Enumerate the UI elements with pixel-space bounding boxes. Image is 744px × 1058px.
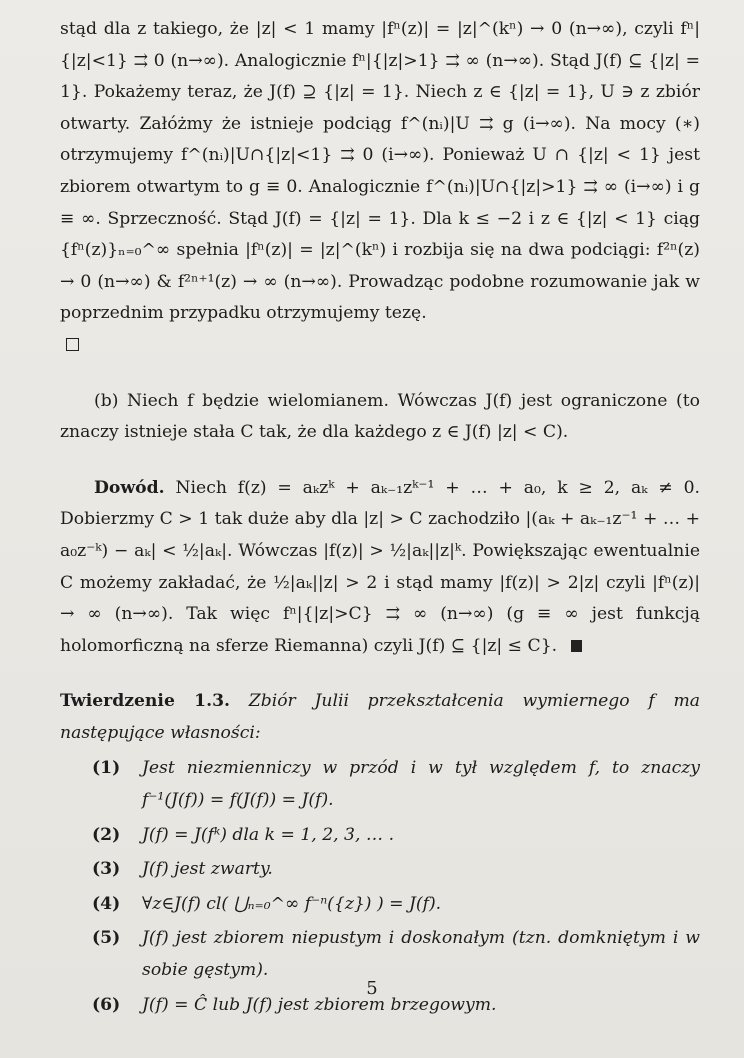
theorem-paragraph [60,686,700,749]
list-item-number: (2) [92,824,121,845]
theorem-text: Zbiór Julii przekształcenia wymiernego f ma następujące własności: [60,691,701,743]
proof-paragraph [60,473,700,663]
list-item-number: (4) [92,893,121,914]
list-item-text: Jest niezmienniczy w przód i w tył względem f, to znaczy f⁻¹(J(f)) = f(J(f)) = J(f). [142,758,700,811]
claim-b-paragraph: (b) Niech f będzie wielomianem. Wówczas J(f) jest ograniczone (to znaczy istnieje stała C tak, że dla każdego z ∈ J(f) |z| < C). [60,390,700,443]
list-item-number: (6) [92,994,121,1015]
page-content [60,14,700,1024]
list-item-text: ∀z∈J(f) cl( ⋃ₙ₌₀^∞ f⁻ⁿ({z}) ) = J(f). [142,893,442,914]
list-item-text: J(f) jest zbiorem niepustym i doskonałym (tzn. domkniętym i w sobie gęstym). [142,928,700,981]
list-item [60,854,700,886]
theorem-label: Twierdzenie 1.3. [60,691,231,712]
list-item-number: (1) [92,758,121,779]
list-item-number: (3) [92,859,121,880]
qed-filled-icon [571,640,582,652]
list-item [60,753,700,816]
list-item-number: (5) [92,928,121,949]
proof-label: Dowód. [94,477,165,498]
list-item-text: J(f) = J(fᵏ) dla k = 1, 2, 3, … . [142,824,395,845]
list-item-text: J(f) = Ĉ lub J(f) jest zbiorem brzegowym. [142,994,497,1015]
list-item [60,889,700,921]
qed-square-icon [66,338,79,351]
list-item-text: J(f) jest zwarty. [142,859,273,880]
page-number: 5 [366,978,378,999]
proof-text: Niech f(z) = aₖzᵏ + aₖ₋₁zᵏ⁻¹ + … + a₀, k ≥ 2, aₖ ≠ 0. Dobierzmy C > 1 tak duże aby dla |z| > C zachodziło |(aₖ + aₖ₋₁z⁻¹ + … + a₀z⁻ᵏ) − aₖ| < ½|aₖ|. Wówczas |f(z)| > ½|aₖ||z|ᵏ. Powiększając ewentualnie C możemy zakładać, że ½|aₖ||z| > 2 i stąd mamy |f(z)| > 2|z| czyli |fⁿ(z)| → ∞ (n→∞). Tak więc fⁿ|{|z|>C} ⇉ ∞ (n→∞) (g ≡ ∞ jest funkcją holomorficzną na sferze Riemanna) czyli J(f) ⊆ {|z| ≤ C}. [60,477,700,656]
proof-continuation-paragraph: stąd dla z takiego, że |z| < 1 mamy |fⁿ(z)| = |z|^(kⁿ) → 0 (n→∞), czyli fⁿ|{|z|<1} ⇉ 0 (n→∞). Analogicznie fⁿ|{|z|>1} ⇉ ∞ (n→∞). Stąd J(f) ⊆ {|z| = 1}. Pokażemy teraz, że J(f) ⊇ {|z| = 1}. Niech z ∈ {|z| = 1}, U ∋ z zbiór otwarty. Załóżmy że istnieje podciąg f^(nᵢ)|U ⇉ g (i→∞). Na mocy (∗) otrzymujemy f^(nᵢ)|U∩{|z|<1} ⇉ 0 (i→∞). Ponieważ U ∩ {|z| < 1} jest zbiorem otwartym to g ≡ 0. Analogicznie f^(nᵢ)|U∩{|z|>1} ⇉ ∞ (i→∞) i g ≡ ∞. Sprzeczność. Stąd J(f) = {|z| = 1}. Dla k ≤ −2 i z ∈ {|z| < 1} ciąg {fⁿ(z)}ₙ₌₀^∞ spełnia |fⁿ(z)| = |z|^(kⁿ) i rozbija się na dwa podciągi: f²ⁿ(z) → 0 (n→∞) & f²ⁿ⁺¹(z) → ∞ (n→∞). Prowadząc podobne rozumowanie jak w poprzednim przypadku otrzymujemy tezę. [60,19,700,324]
list-item [60,820,700,852]
